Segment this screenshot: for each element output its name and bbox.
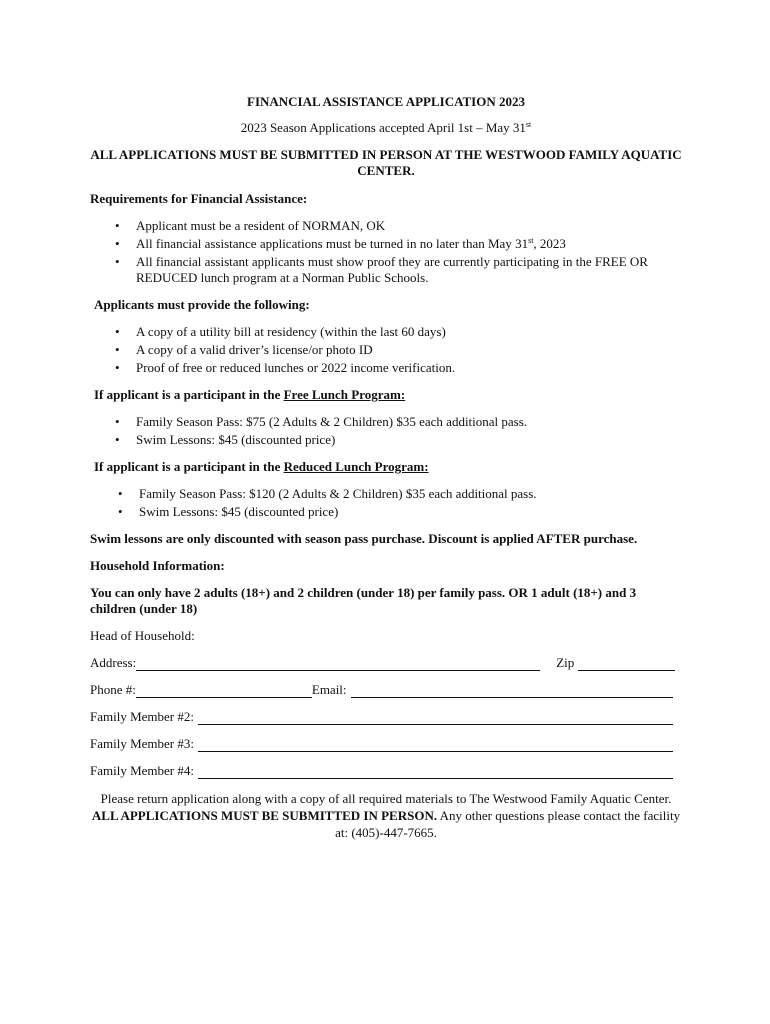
member2-label: Family Member #2:	[90, 709, 194, 724]
season-dates-sup: st	[525, 120, 532, 129]
provide-text: A copy of a utility bill at residency (within the last 60 days)	[136, 324, 446, 339]
reduced-lunch-program: Reduced Lunch Program:	[283, 459, 429, 474]
requirement-text: All financial assistant applicants must show proof they are currently participating in the FREE OR REDUCED lunch program at a Norman Public Schools.	[136, 254, 648, 285]
bullet-icon: •	[115, 236, 120, 251]
requirement-text-end: , 2023	[533, 236, 566, 251]
zip-field[interactable]	[578, 657, 675, 671]
reduced-lunch-text: Swim Lessons: $45 (discounted price)	[139, 504, 339, 519]
free-lunch-text: Swim Lessons: $45 (discounted price)	[136, 432, 336, 447]
season-dates	[90, 120, 682, 136]
email-label: Email:	[311, 682, 347, 697]
requirement-sup: st	[528, 236, 534, 245]
list-item	[90, 432, 682, 448]
list-item	[90, 218, 682, 234]
bullet-icon: •	[115, 360, 120, 375]
reduced-lunch-text: Family Season Pass: $120 (2 Adults & 2 Children) $35 each additional pass.	[139, 486, 537, 501]
zip-label: Zip	[556, 655, 575, 670]
phone-email-row	[90, 682, 682, 698]
address-row	[90, 655, 682, 671]
reduced-lunch-heading	[90, 459, 682, 475]
bullet-icon: •	[115, 414, 120, 429]
member4-row	[90, 763, 682, 779]
family-pass-limits: You can only have 2 adults (18+) and 2 children (under 18) per family pass. OR 1 adult (18+) and 3 children (under 18)	[90, 585, 637, 616]
free-lunch-program: Free Lunch Program:	[283, 387, 406, 402]
contact-info: Any other questions please contact the facility at: (405)-447-7665.	[335, 808, 681, 840]
bullet-icon: •	[115, 432, 120, 447]
email-field[interactable]	[351, 684, 673, 698]
list-item	[90, 342, 682, 358]
free-lunch-heading-prefix: If applicant is a participant in the	[94, 387, 284, 402]
application-page	[90, 94, 682, 841]
list-item	[90, 360, 682, 376]
member3-label: Family Member #3:	[90, 736, 194, 751]
list-item	[90, 504, 682, 520]
free-lunch-heading	[90, 387, 682, 403]
discount-note: Swim lessons are only discounted with season pass purchase. Discount is applied AFTER purchase.	[90, 531, 638, 546]
household-heading: Household Information:	[90, 558, 225, 573]
provide-text: Proof of free or reduced lunches or 2022 income verification.	[136, 360, 456, 375]
bullet-icon: •	[115, 218, 120, 233]
provide-list	[90, 324, 682, 376]
return-instructions-bold: ALL APPLICATIONS MUST BE SUBMITTED IN PERSON.	[91, 808, 438, 823]
phone-field[interactable]	[136, 684, 312, 698]
return-instructions	[90, 790, 682, 841]
provide-text: A copy of a valid driver’s license/or photo ID	[136, 342, 373, 357]
member3-field[interactable]	[198, 738, 673, 752]
head-of-household-label: Head of Household:	[90, 628, 195, 643]
bullet-icon: •	[115, 342, 120, 357]
member2-field[interactable]	[198, 711, 673, 725]
reduced-lunch-list	[90, 486, 682, 520]
free-lunch-list	[90, 414, 682, 448]
reduced-lunch-heading-prefix: If applicant is a participant in the	[94, 459, 284, 474]
phone-label: Phone #:	[90, 682, 136, 697]
bullet-icon: •	[115, 254, 120, 269]
bullet-icon: •	[118, 504, 123, 519]
season-dates-text: 2023 Season Applications accepted April 1st – May 31	[240, 120, 526, 135]
member3-row	[90, 736, 682, 752]
list-item	[90, 414, 682, 430]
address-label: Address:	[90, 655, 137, 670]
list-item	[90, 486, 682, 502]
address-field[interactable]	[136, 657, 540, 671]
bullet-icon: •	[115, 324, 120, 339]
list-item	[90, 324, 682, 340]
requirement-text: Applicant must be a resident of NORMAN, OK	[136, 218, 386, 233]
return-instructions-text: Please return application along with a copy of all required materials to The Westwood Family Aquatic Center.	[100, 791, 672, 806]
requirements-heading: Requirements for Financial Assistance:	[90, 191, 308, 206]
list-item	[90, 254, 682, 286]
bullet-icon: •	[118, 486, 123, 501]
free-lunch-text: Family Season Pass: $75 (2 Adults & 2 Children) $35 each additional pass.	[136, 414, 528, 429]
requirements-list	[90, 218, 682, 286]
list-item	[90, 236, 682, 252]
member4-label: Family Member #4:	[90, 763, 194, 778]
member2-row	[90, 709, 682, 725]
provide-heading: Applicants must provide the following:	[94, 297, 310, 312]
requirement-text: All financial assistance applications must be turned in no later than May 31	[136, 236, 529, 251]
page-title: FINANCIAL ASSISTANCE APPLICATION 2023	[247, 94, 525, 109]
in-person-warning: ALL APPLICATIONS MUST BE SUBMITTED IN PERSON AT THE WESTWOOD FAMILY AQUATIC CENTER.	[90, 147, 682, 178]
member4-field[interactable]	[198, 765, 673, 779]
